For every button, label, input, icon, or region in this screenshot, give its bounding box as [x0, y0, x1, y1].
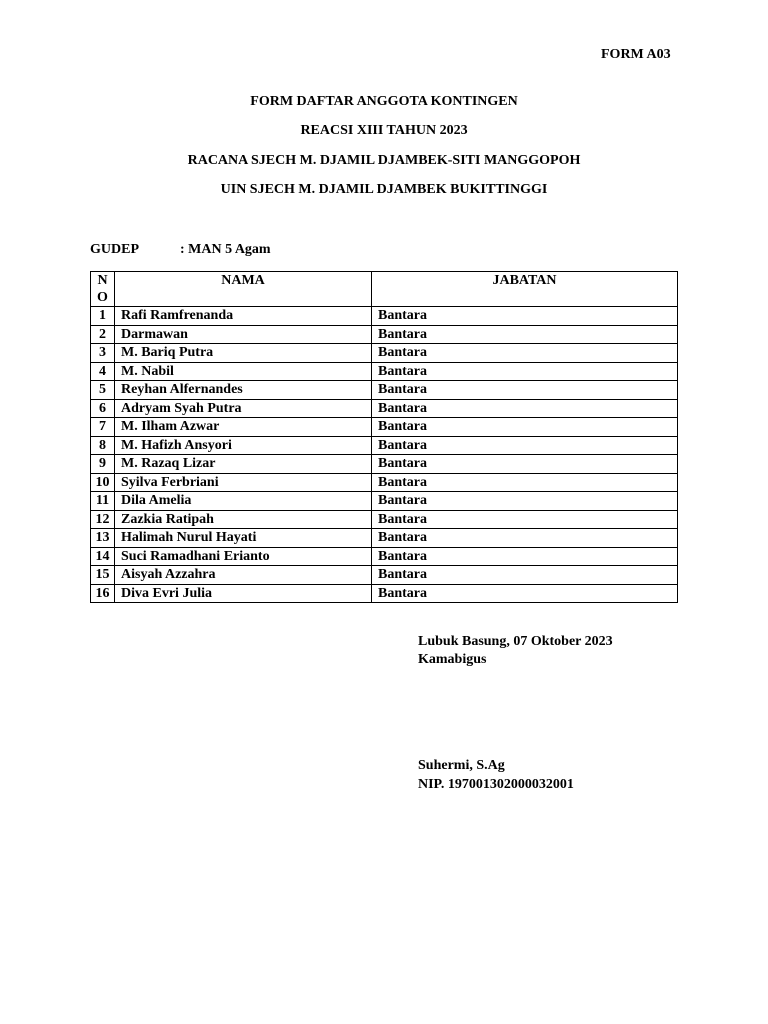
row-position: Bantara: [372, 381, 678, 400]
row-number: 16: [91, 584, 115, 603]
row-number: 13: [91, 529, 115, 548]
table-row: [91, 362, 678, 381]
row-position: Bantara: [372, 547, 678, 566]
row-name: Suci Ramadhani Erianto: [115, 547, 372, 566]
row-number: 9: [91, 455, 115, 474]
row-position: Bantara: [372, 529, 678, 548]
gudep-label: GUDEP: [90, 242, 139, 257]
row-number: 8: [91, 436, 115, 455]
row-name: Diva Evri Julia: [115, 584, 372, 603]
row-number: 11: [91, 492, 115, 511]
table-row: [91, 547, 678, 566]
row-number: 15: [91, 566, 115, 585]
table-row: [91, 473, 678, 492]
row-position: Bantara: [372, 455, 678, 474]
row-number: 6: [91, 399, 115, 418]
row-position: Bantara: [372, 492, 678, 511]
signature-place-date: Lubuk Basung, 07 Oktober 2023: [418, 634, 613, 649]
gudep-value: : MAN 5 Agam: [180, 242, 271, 257]
table-header-row: [91, 272, 678, 307]
row-number: 10: [91, 473, 115, 492]
row-number: 14: [91, 547, 115, 566]
row-name: Syilva Ferbriani: [115, 473, 372, 492]
row-name: Rafi Ramfrenanda: [115, 307, 372, 326]
table-row: [91, 510, 678, 529]
table-row: [91, 455, 678, 474]
row-position: Bantara: [372, 510, 678, 529]
table-row: [91, 381, 678, 400]
institution-title: UIN SJECH M. DJAMIL DJAMBEK BUKITTINGGI: [220, 182, 548, 197]
row-name: Halimah Nurul Hayati: [115, 529, 372, 548]
row-name: Darmawan: [115, 325, 372, 344]
row-number: 5: [91, 381, 115, 400]
row-number: 2: [91, 325, 115, 344]
row-name: M. Hafizh Ansyori: [115, 436, 372, 455]
row-name: Zazkia Ratipah: [115, 510, 372, 529]
row-number: 12: [91, 510, 115, 529]
table-row: [91, 566, 678, 585]
table-row: [91, 344, 678, 363]
organization-title: RACANA SJECH M. DJAMIL DJAMBEK-SITI MANGGOPOH: [187, 153, 581, 168]
row-name: Reyhan Alfernandes: [115, 381, 372, 400]
row-name: M. Ilham Azwar: [115, 418, 372, 437]
row-name: M. Bariq Putra: [115, 344, 372, 363]
table-row: [91, 529, 678, 548]
row-name: M. Razaq Lizar: [115, 455, 372, 474]
row-position: Bantara: [372, 418, 678, 437]
event-title: REACSI XIII TAHUN 2023: [300, 123, 468, 138]
form-code: FORM A03: [601, 47, 671, 62]
header-no-line1: N: [97, 273, 108, 288]
table-row: [91, 325, 678, 344]
member-table: [90, 271, 678, 603]
table-row: [91, 307, 678, 326]
header-nama: NAMA: [115, 272, 372, 307]
table-row: [91, 436, 678, 455]
signature-name: Suhermi, S.Ag: [418, 758, 505, 773]
row-position: Bantara: [372, 584, 678, 603]
row-position: Bantara: [372, 566, 678, 585]
row-position: Bantara: [372, 399, 678, 418]
row-position: Bantara: [372, 473, 678, 492]
row-name: M. Nabil: [115, 362, 372, 381]
table-row: [91, 418, 678, 437]
header-jabatan: JABATAN: [372, 272, 678, 307]
document-title: FORM DAFTAR ANGGOTA KONTINGEN: [250, 94, 518, 109]
row-number: 3: [91, 344, 115, 363]
row-position: Bantara: [372, 344, 678, 363]
row-number: 7: [91, 418, 115, 437]
header-no-line2: O: [97, 290, 108, 305]
signature-nip: NIP. 197001302000032001: [418, 777, 574, 792]
row-number: 1: [91, 307, 115, 326]
row-name: Aisyah Azzahra: [115, 566, 372, 585]
row-position: Bantara: [372, 325, 678, 344]
row-name: Adryam Syah Putra: [115, 399, 372, 418]
header-no: [91, 272, 115, 307]
row-position: Bantara: [372, 307, 678, 326]
row-name: Dila Amelia: [115, 492, 372, 511]
row-number: 4: [91, 362, 115, 381]
row-position: Bantara: [372, 362, 678, 381]
table-row: [91, 492, 678, 511]
signature-role: Kamabigus: [418, 652, 487, 667]
table-row: [91, 399, 678, 418]
row-position: Bantara: [372, 436, 678, 455]
table-row: [91, 584, 678, 603]
